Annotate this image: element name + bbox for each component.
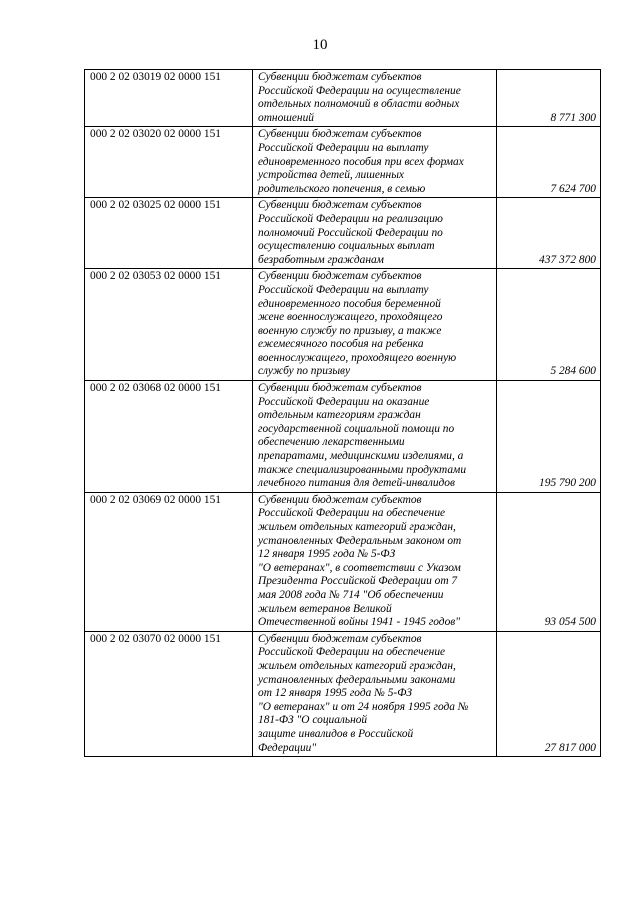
budget-table <box>84 69 601 757</box>
page-number: 10 <box>312 37 328 53</box>
table-row <box>85 70 601 127</box>
budget-item-name: Субвенции бюджетам субъектов Российской Федерации на обеспечение жильем отдельных категорий граждан, установленных федеральными законами от 12 января 1995 года № 5-ФЗ "О ветеранах" и от 24 ноября 1995 года № 181-ФЗ "О социальной защите инвалидов в Российской Федерации" <box>253 631 497 756</box>
budget-item-name: Субвенции бюджетам субъектов Российской Федерации на оказание отдельным категориям граждан государственной социальной помощи по обеспечению лекарственными препаратами, медицинскими изделиями, а также специализированными продуктами лечебного питания для детей-инвалидов <box>253 381 497 493</box>
budget-item-name: Субвенции бюджетам субъектов Российской Федерации на осуществление отдельных полномочий в области водных отношений <box>253 70 497 127</box>
budget-amount: 8 771 300 <box>497 70 601 127</box>
budget-code: 000 2 02 03053 02 0000 151 <box>85 269 253 381</box>
budget-code: 000 2 02 03069 02 0000 151 <box>85 492 253 631</box>
table-row <box>85 127 601 198</box>
budget-amount: 7 624 700 <box>497 127 601 198</box>
budget-code: 000 2 02 03068 02 0000 151 <box>85 381 253 493</box>
budget-amount: 437 372 800 <box>497 198 601 269</box>
budget-amount: 195 790 200 <box>497 381 601 493</box>
budget-code: 000 2 02 03025 02 0000 151 <box>85 198 253 269</box>
budget-item-name: Субвенции бюджетам субъектов Российской Федерации на реализацию полномочий Российской Федерации по осуществлению социальных выплат безработным гражданам <box>253 198 497 269</box>
budget-item-name: Субвенции бюджетам субъектов Российской Федерации на выплату единовременного пособия при всех формах устройства детей, лишенных родительского попечения, в семью <box>253 127 497 198</box>
table-row <box>85 198 601 269</box>
budget-item-name: Субвенции бюджетам субъектов Российской Федерации на обеспечение жильем отдельных категорий граждан, установленных Федеральным законом от 12 января 1995 года № 5-ФЗ "О ветеранах", в соответствии с Указом Президента Российской Федерации от 7 мая 2008 года № 714 "Об обеспечении жильем ветеранов Великой Отечественной войны 1941 - 1945 годов" <box>253 492 497 631</box>
budget-amount: 5 284 600 <box>497 269 601 381</box>
budget-code: 000 2 02 03019 02 0000 151 <box>85 70 253 127</box>
budget-code: 000 2 02 03020 02 0000 151 <box>85 127 253 198</box>
table-row <box>85 492 601 631</box>
table-row <box>85 631 601 756</box>
budget-amount: 93 054 500 <box>497 492 601 631</box>
budget-item-name: Субвенции бюджетам субъектов Российской Федерации на выплату единовременного пособия беременной жене военнослужащего, проходящего военную службу по призыву, а также ежемесячного пособия на ребенка военнослужащего, проходящего военную службу по призыву <box>253 269 497 381</box>
table-row <box>85 381 601 493</box>
budget-amount: 27 817 000 <box>497 631 601 756</box>
budget-code: 000 2 02 03070 02 0000 151 <box>85 631 253 756</box>
table-row <box>85 269 601 381</box>
